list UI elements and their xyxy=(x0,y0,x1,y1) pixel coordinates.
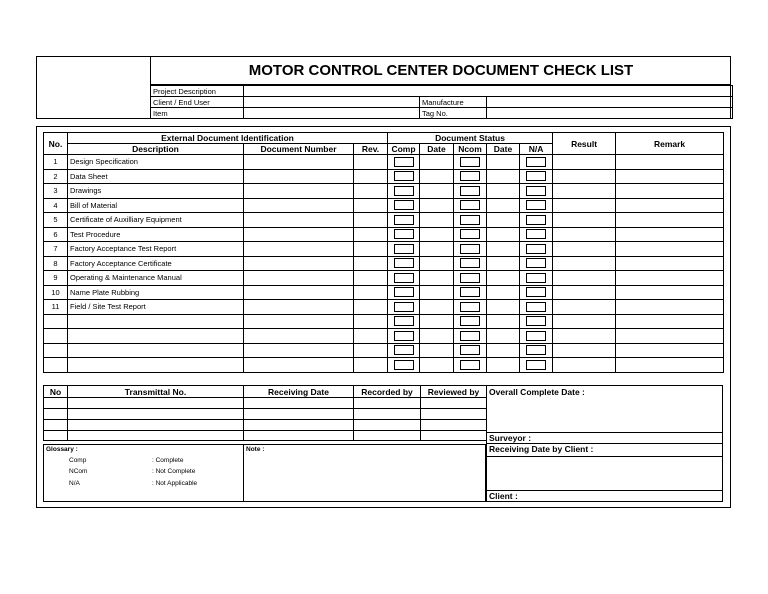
surveyor-label: Surveyor : xyxy=(489,433,532,443)
checkbox[interactable] xyxy=(460,316,480,326)
checkbox[interactable] xyxy=(394,345,414,355)
col-header-comp: Comp xyxy=(388,144,420,155)
checkbox[interactable] xyxy=(394,360,414,370)
row-comp-checkbox xyxy=(388,169,420,184)
row-result xyxy=(553,300,616,315)
receiving-date-by-client-label: Receiving Date by Client : xyxy=(489,444,594,454)
transmittal-row xyxy=(44,409,487,420)
row-no: 3 xyxy=(44,184,68,199)
row-comp-checkbox xyxy=(388,242,420,257)
row-na-checkbox xyxy=(520,358,553,373)
header-info-table xyxy=(150,85,733,119)
row-result xyxy=(553,343,616,358)
row-na-checkbox xyxy=(520,242,553,257)
tag-no-label: Tag No. xyxy=(420,108,487,119)
row-na-checkbox xyxy=(520,155,553,170)
row-result xyxy=(553,256,616,271)
row-document-number xyxy=(244,198,354,213)
col-header-na: N/A xyxy=(520,144,553,155)
checkbox[interactable] xyxy=(526,331,546,341)
note-label: Note : xyxy=(246,446,265,453)
checkbox[interactable] xyxy=(460,258,480,268)
row-description: Certificate of Auxilliary Equipment xyxy=(68,213,244,228)
row-description: Bill of Material xyxy=(68,198,244,213)
manufacture-label: Manufacture xyxy=(420,97,487,108)
row-comp-date xyxy=(420,198,454,213)
row-remark xyxy=(616,300,724,315)
col-header-date-2: Date xyxy=(487,144,520,155)
row-na-checkbox xyxy=(520,184,553,199)
row-remark xyxy=(616,285,724,300)
checklist-row xyxy=(44,271,724,286)
client-end-user-label: Client / End User xyxy=(151,97,244,108)
row-rev xyxy=(354,285,388,300)
col-header-document-number: Document Number xyxy=(244,144,354,155)
row-comp-checkbox xyxy=(388,358,420,373)
checklist-row xyxy=(44,314,724,329)
checkbox[interactable] xyxy=(394,171,414,181)
checkbox[interactable] xyxy=(460,302,480,312)
col-header-rev: Rev. xyxy=(354,144,388,155)
row-description: Name Plate Rubbing xyxy=(68,285,244,300)
checklist-row xyxy=(44,256,724,271)
col-header-remark: Remark xyxy=(616,133,724,155)
row-description: Design Specification xyxy=(68,155,244,170)
item-label: Item xyxy=(151,108,244,119)
logo-box xyxy=(37,57,151,118)
col-header-no: No. xyxy=(44,133,68,155)
col-header-external-doc: External Document Identification xyxy=(68,133,388,144)
row-rev xyxy=(354,213,388,228)
row-rev xyxy=(354,343,388,358)
row-comp-checkbox xyxy=(388,256,420,271)
row-ncom-checkbox xyxy=(454,358,487,373)
row-document-number xyxy=(244,256,354,271)
row-no: 5 xyxy=(44,213,68,228)
row-comp-date xyxy=(420,285,454,300)
row-comp-date xyxy=(420,155,454,170)
row-document-number xyxy=(244,184,354,199)
row-no: 6 xyxy=(44,227,68,242)
row-na-checkbox xyxy=(520,256,553,271)
row-document-number xyxy=(244,314,354,329)
row-no xyxy=(44,343,68,358)
item-value xyxy=(244,108,420,119)
checklist-table xyxy=(43,132,724,373)
checkbox[interactable] xyxy=(526,287,546,297)
row-remark xyxy=(616,256,724,271)
row-document-number xyxy=(244,329,354,344)
checkbox[interactable] xyxy=(460,287,480,297)
glossary-term: N/A xyxy=(69,480,80,487)
row-description: Data Sheet xyxy=(68,169,244,184)
transmittal-header-reviewed-by: Reviewed by xyxy=(421,386,487,398)
row-na-checkbox xyxy=(520,285,553,300)
row-ncom-checkbox xyxy=(454,184,487,199)
row-comp-date xyxy=(420,358,454,373)
row-result xyxy=(553,285,616,300)
row-na-checkbox xyxy=(520,227,553,242)
page-title: MOTOR CONTROL CENTER DOCUMENT CHECK LIST xyxy=(151,57,731,85)
checkbox[interactable] xyxy=(394,273,414,283)
glossary-box xyxy=(43,444,243,502)
transmittal-row xyxy=(44,420,487,431)
checklist-row xyxy=(44,343,724,358)
row-ncom-date xyxy=(487,256,520,271)
row-remark xyxy=(616,271,724,286)
row-ncom-date xyxy=(487,314,520,329)
row-remark xyxy=(616,169,724,184)
checkbox[interactable] xyxy=(526,186,546,196)
row-document-number xyxy=(244,271,354,286)
row-result xyxy=(553,358,616,373)
row-rev xyxy=(354,242,388,257)
checklist-row xyxy=(44,213,724,228)
row-ncom-date xyxy=(487,300,520,315)
checkbox[interactable] xyxy=(394,287,414,297)
checklist-row xyxy=(44,169,724,184)
checkbox[interactable] xyxy=(460,273,480,283)
row-rev xyxy=(354,329,388,344)
row-ncom-checkbox xyxy=(454,329,487,344)
checkbox[interactable] xyxy=(460,244,480,254)
row-comp-checkbox xyxy=(388,271,420,286)
row-description xyxy=(68,314,244,329)
manufacture-value xyxy=(487,97,733,108)
row-description xyxy=(68,329,244,344)
row-remark xyxy=(616,314,724,329)
row-result xyxy=(553,227,616,242)
row-na-checkbox xyxy=(520,343,553,358)
row-ncom-date xyxy=(487,358,520,373)
row-na-checkbox xyxy=(520,314,553,329)
row-na-checkbox xyxy=(520,198,553,213)
row-ncom-checkbox xyxy=(454,343,487,358)
row-rev xyxy=(354,256,388,271)
row-remark xyxy=(616,343,724,358)
row-comp-checkbox xyxy=(388,184,420,199)
row-ncom-date xyxy=(487,155,520,170)
row-document-number xyxy=(244,285,354,300)
checkbox[interactable] xyxy=(394,316,414,326)
checkbox[interactable] xyxy=(394,302,414,312)
checkbox[interactable] xyxy=(460,360,480,370)
row-description: Factory Acceptance Certificate xyxy=(68,256,244,271)
checkbox[interactable] xyxy=(460,171,480,181)
col-header-date: Date xyxy=(420,144,454,155)
row-description: Drawings xyxy=(68,184,244,199)
row-remark xyxy=(616,155,724,170)
row-ncom-checkbox xyxy=(454,256,487,271)
row-ncom-date xyxy=(487,213,520,228)
row-comp-checkbox xyxy=(388,198,420,213)
row-comp-date xyxy=(420,169,454,184)
row-ncom-checkbox xyxy=(454,314,487,329)
col-header-result: Result xyxy=(553,133,616,155)
checkbox[interactable] xyxy=(394,186,414,196)
checklist-row xyxy=(44,358,724,373)
row-ncom-checkbox xyxy=(454,213,487,228)
row-ncom-checkbox xyxy=(454,227,487,242)
row-ncom-date xyxy=(487,227,520,242)
row-remark xyxy=(616,213,724,228)
row-remark xyxy=(616,184,724,199)
checkbox[interactable] xyxy=(460,331,480,341)
checkbox[interactable] xyxy=(526,157,546,167)
row-remark xyxy=(616,329,724,344)
checkbox[interactable] xyxy=(526,229,546,239)
checkbox[interactable] xyxy=(394,331,414,341)
row-remark xyxy=(616,358,724,373)
project-description-value xyxy=(244,86,733,97)
checklist-row xyxy=(44,227,724,242)
checkbox[interactable] xyxy=(394,215,414,225)
row-ncom-checkbox xyxy=(454,271,487,286)
row-rev xyxy=(354,184,388,199)
row-no xyxy=(44,358,68,373)
row-ncom-date xyxy=(487,271,520,286)
note-box xyxy=(243,444,486,502)
row-document-number xyxy=(244,242,354,257)
checkbox[interactable] xyxy=(394,244,414,254)
row-result xyxy=(553,329,616,344)
checkbox[interactable] xyxy=(460,345,480,355)
row-comp-date xyxy=(420,329,454,344)
row-no: 7 xyxy=(44,242,68,257)
row-result xyxy=(553,314,616,329)
row-ncom-date xyxy=(487,169,520,184)
row-document-number xyxy=(244,300,354,315)
checkbox[interactable] xyxy=(526,215,546,225)
row-comp-checkbox xyxy=(388,155,420,170)
checkbox[interactable] xyxy=(394,157,414,167)
glossary-title: Glossary : xyxy=(46,446,78,453)
checkbox[interactable] xyxy=(460,157,480,167)
checkbox[interactable] xyxy=(526,302,546,312)
row-document-number xyxy=(244,358,354,373)
row-document-number xyxy=(244,155,354,170)
checklist-row xyxy=(44,329,724,344)
row-ncom-date xyxy=(487,184,520,199)
checkbox[interactable] xyxy=(526,244,546,254)
glossary-definition: : Not Complete xyxy=(152,468,196,475)
col-header-document-status: Document Status xyxy=(388,133,553,144)
transmittal-header-transmittal-no: Transmittal No. xyxy=(68,386,244,398)
row-na-checkbox xyxy=(520,169,553,184)
transmittal-row xyxy=(44,398,487,409)
row-result xyxy=(553,242,616,257)
row-na-checkbox xyxy=(520,213,553,228)
row-comp-checkbox xyxy=(388,329,420,344)
row-description: Factory Acceptance Test Report xyxy=(68,242,244,257)
row-document-number xyxy=(244,169,354,184)
row-no xyxy=(44,329,68,344)
row-remark xyxy=(616,242,724,257)
project-description-label: Project Description xyxy=(151,86,244,97)
header-block xyxy=(36,56,731,119)
row-comp-checkbox xyxy=(388,227,420,242)
row-result xyxy=(553,155,616,170)
row-comp-date xyxy=(420,300,454,315)
checkbox[interactable] xyxy=(526,345,546,355)
checklist-row xyxy=(44,198,724,213)
row-no: 10 xyxy=(44,285,68,300)
row-comp-date xyxy=(420,256,454,271)
row-no: 4 xyxy=(44,198,68,213)
checkbox[interactable] xyxy=(526,316,546,326)
row-comp-date xyxy=(420,227,454,242)
row-description: Operating & Maintenance Manual xyxy=(68,271,244,286)
row-description xyxy=(68,343,244,358)
checklist-row xyxy=(44,242,724,257)
row-rev xyxy=(354,271,388,286)
row-result xyxy=(553,271,616,286)
row-ncom-date xyxy=(487,242,520,257)
row-ncom-checkbox xyxy=(454,169,487,184)
checkbox[interactable] xyxy=(460,215,480,225)
signoff-divider xyxy=(487,490,722,491)
row-rev xyxy=(354,227,388,242)
row-na-checkbox xyxy=(520,329,553,344)
client-label: Client : xyxy=(489,491,518,501)
row-no: 11 xyxy=(44,300,68,315)
row-no: 8 xyxy=(44,256,68,271)
transmittal-header-recorded-by: Recorded by xyxy=(354,386,421,398)
row-ncom-checkbox xyxy=(454,285,487,300)
row-ncom-checkbox xyxy=(454,198,487,213)
row-no: 1 xyxy=(44,155,68,170)
glossary-term: Comp xyxy=(69,457,87,464)
row-na-checkbox xyxy=(520,271,553,286)
row-na-checkbox xyxy=(520,300,553,315)
row-ncom-date xyxy=(487,329,520,344)
row-comp-date xyxy=(420,271,454,286)
tag-no-value xyxy=(487,108,733,119)
glossary-term: NCom xyxy=(69,468,88,475)
row-document-number xyxy=(244,343,354,358)
row-no: 9 xyxy=(44,271,68,286)
row-comp-checkbox xyxy=(388,213,420,228)
checklist-body xyxy=(44,155,724,373)
transmittal-header-no: No xyxy=(44,386,68,398)
row-comp-checkbox xyxy=(388,285,420,300)
row-comp-date xyxy=(420,242,454,257)
row-comp-date xyxy=(420,314,454,329)
row-rev xyxy=(354,198,388,213)
row-document-number xyxy=(244,213,354,228)
col-header-ncom: Ncom xyxy=(454,144,487,155)
row-comp-checkbox xyxy=(388,314,420,329)
checkbox[interactable] xyxy=(394,229,414,239)
row-description: Field / Site Test Report xyxy=(68,300,244,315)
row-comp-date xyxy=(420,184,454,199)
checklist-row xyxy=(44,285,724,300)
checkbox[interactable] xyxy=(526,273,546,283)
row-result xyxy=(553,213,616,228)
transmittal-header-receiving-date: Receiving Date xyxy=(244,386,354,398)
checkbox[interactable] xyxy=(394,200,414,210)
row-ncom-date xyxy=(487,343,520,358)
row-comp-checkbox xyxy=(388,300,420,315)
row-description: Test Procedure xyxy=(68,227,244,242)
row-description xyxy=(68,358,244,373)
checkbox[interactable] xyxy=(526,258,546,268)
overall-complete-date-label: Overall Complete Date : xyxy=(489,387,585,397)
signoff-panel xyxy=(486,385,723,502)
signoff-divider xyxy=(487,456,722,457)
row-ncom-checkbox xyxy=(454,242,487,257)
row-document-number xyxy=(244,227,354,242)
checkbox[interactable] xyxy=(526,360,546,370)
row-result xyxy=(553,198,616,213)
row-no xyxy=(44,314,68,329)
checkbox[interactable] xyxy=(460,229,480,239)
row-remark xyxy=(616,227,724,242)
col-header-description: Description xyxy=(68,144,244,155)
row-comp-date xyxy=(420,213,454,228)
checkbox[interactable] xyxy=(460,186,480,196)
checkbox[interactable] xyxy=(394,258,414,268)
row-ncom-date xyxy=(487,285,520,300)
glossary-definition: : Complete xyxy=(152,457,184,464)
row-comp-checkbox xyxy=(388,343,420,358)
row-rev xyxy=(354,300,388,315)
checklist-row xyxy=(44,155,724,170)
row-ncom-checkbox xyxy=(454,300,487,315)
client-end-user-value xyxy=(244,97,420,108)
row-rev xyxy=(354,169,388,184)
checkbox[interactable] xyxy=(526,200,546,210)
row-rev xyxy=(354,314,388,329)
row-result xyxy=(553,169,616,184)
row-ncom-date xyxy=(487,198,520,213)
row-remark xyxy=(616,198,724,213)
transmittal-row xyxy=(44,431,487,441)
row-rev xyxy=(354,155,388,170)
checklist-row xyxy=(44,184,724,199)
glossary-definition: : Not Applicable xyxy=(152,480,198,487)
row-ncom-checkbox xyxy=(454,155,487,170)
transmittal-table xyxy=(43,385,487,441)
row-rev xyxy=(354,358,388,373)
checkbox[interactable] xyxy=(460,200,480,210)
row-no: 2 xyxy=(44,169,68,184)
row-comp-date xyxy=(420,343,454,358)
checklist-row xyxy=(44,300,724,315)
checkbox[interactable] xyxy=(526,171,546,181)
row-result xyxy=(553,184,616,199)
